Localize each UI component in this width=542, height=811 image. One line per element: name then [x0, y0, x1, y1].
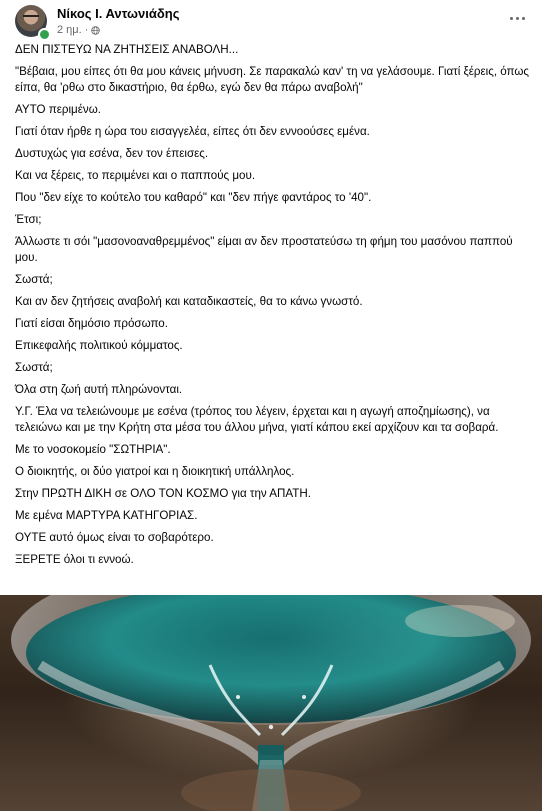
post-paragraph: Σωστά;	[15, 361, 53, 374]
post-paragraph: Έτσι;	[15, 213, 42, 226]
post-meta	[57, 24, 100, 37]
post-paragraph: Και να ξέρεις, το περιμένει και ο παππούς μου.	[15, 169, 256, 182]
post-image-hourglass[interactable]	[0, 595, 542, 811]
post-paragraph: "Βέβαια, μου είπες ότι θα μου κάνεις μήνυση. Σε παρακαλώ καν' τη να γελάσουμε. Γιατί ξέρεις, όπως είπα, θα 'ρθω στο δικαστήριο, θα έρθω, εγώ δεν θα πάρω αναβολή"	[15, 65, 530, 94]
post-paragraph: Γιατί είσαι δημόσιο πρόσωπο.	[15, 317, 168, 330]
post-text	[15, 42, 530, 574]
post-paragraph: Και αν δεν ζητήσεις αναβολή και καταδικαστείς, θα το κάνω γνωστό.	[15, 295, 363, 308]
more-dot	[522, 17, 525, 20]
post-paragraph: Γιατί όταν ήρθε η ώρα του εισαγγελέα, είπες ότι δεν εννοούσες εμένα.	[15, 125, 370, 138]
post-paragraph: ΞΕΡΕΤΕ όλοι τι εννοώ.	[15, 553, 134, 566]
post-paragraph: Δυστυχώς για εσένα, δεν τον έπεισες.	[15, 147, 209, 160]
post-paragraph: Σωστά;	[15, 273, 53, 286]
avatar-glasses	[23, 15, 39, 21]
post-paragraph: ΑΥΤΟ περιμένω.	[15, 103, 101, 116]
post-paragraph: Υ.Γ. Έλα να τελειώνουμε με εσένα (τρόπος του λέγειν, έρχεται και η αγωγή αποζημίωσης), να τελειώνω και με την Κρήτη στα μέσα του άλλου μήνα, γιατί κάπου εκεί αρχίζουν και τα σοβαρά.	[15, 405, 499, 434]
post-header	[15, 5, 527, 39]
post-paragraph: Επικεφαλής πολιτικού κόμματος.	[15, 339, 183, 352]
globe-icon	[91, 26, 100, 35]
post-paragraph: Άλλωστε τι σόι "μασονοαναθρεμμένος" είμαι αν δεν προστατεύσω τη φήμη του μασόνου παππού μου.	[15, 235, 513, 264]
post-paragraph: Με εμένα ΜΑΡΤΥΡΑ ΚΑΤΗΓΟΡΙΑΣ.	[15, 509, 198, 522]
post-paragraph: Ο διοικητής, οι δύο γιατροί και η διοικητική υπάλληλος.	[15, 465, 295, 478]
meta-separator: ·	[84, 24, 89, 36]
post-paragraph: ΔΕΝ ΠΙΣΤΕΥΩ ΝΑ ΖΗΤΗΣΕΙΣ ΑΝΑΒΟΛΗ...	[15, 43, 239, 56]
post-paragraph: Που "δεν είχε το κούτελο του καθαρό" και "δεν πήγε φαντάρος το '40".	[15, 191, 372, 204]
post-paragraph: Με το νοσοκομείο "ΣΩΤΗΡΙΑ".	[15, 443, 171, 456]
post-paragraph: Όλα στη ζωή αυτή πληρώνονται.	[15, 383, 183, 396]
more-dot	[510, 17, 513, 20]
post-paragraph: ΟΥΤΕ αυτό όμως είναι το σοβαρότερο.	[15, 531, 214, 544]
online-status-icon	[38, 28, 51, 41]
more-dot	[516, 17, 519, 20]
hourglass-illustration	[0, 595, 542, 811]
post-timestamp[interactable]: 2 ημ.	[57, 24, 82, 36]
post-paragraph: Στην ΠΡΩΤΗ ΔΙΚΗ σε ΟΛΟ ΤΟΝ ΚΟΣΜΟ για την ΑΠΑΤΗ.	[15, 487, 311, 500]
author-name[interactable]: Νίκος Ι. Αντωνιάδης	[57, 6, 180, 21]
more-options-icon[interactable]	[507, 11, 527, 25]
